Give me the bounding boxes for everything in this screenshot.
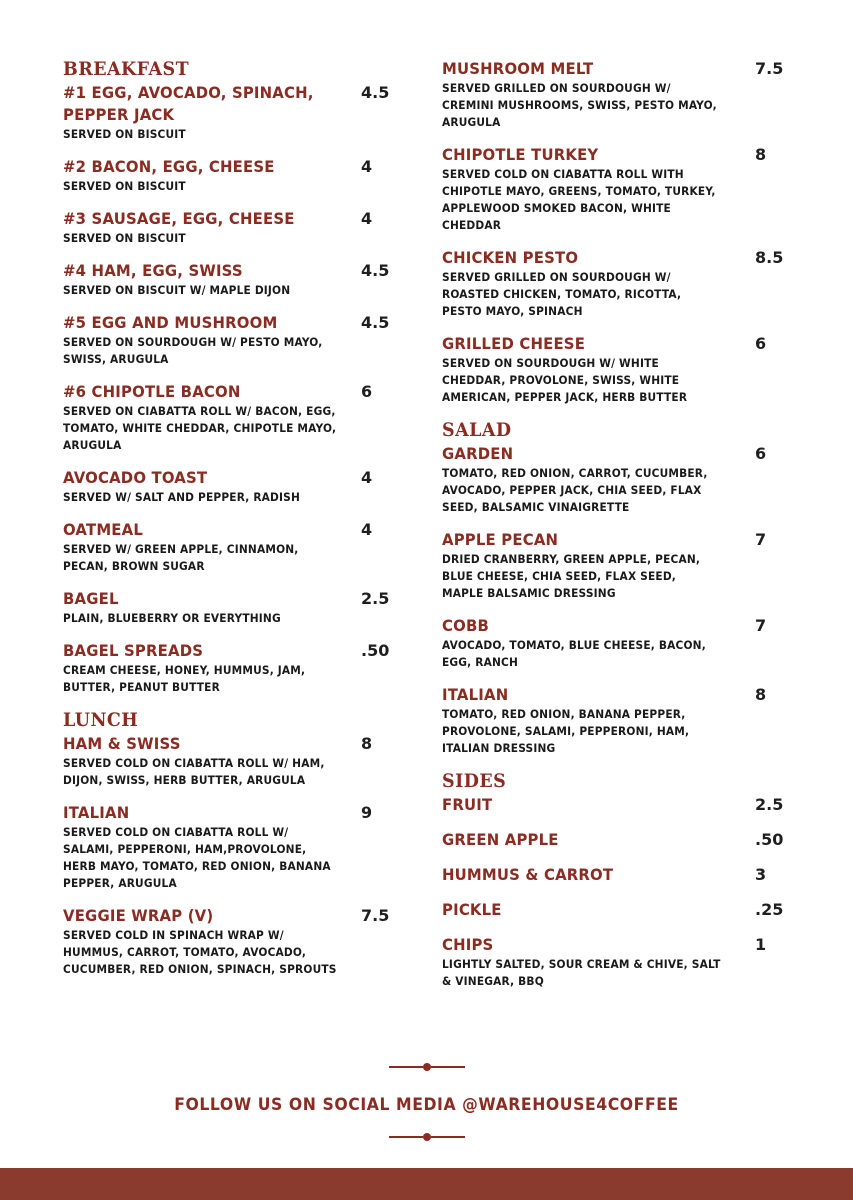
item-price: 7.5 <box>361 906 390 925</box>
item-description: SERVED COLD ON CIABATTA ROLL W/ HAM, DIJON, SWISS, HERB BUTTER, ARUGULA <box>63 756 325 787</box>
menu-item <box>63 640 413 696</box>
menu-item <box>442 333 790 406</box>
right-column <box>442 58 790 1003</box>
menu-item <box>442 529 790 602</box>
item-name: VEGGIE WRAP (V) <box>63 906 214 925</box>
item-description: SERVED COLD ON CIABATTA ROLL W/ SALAMI, PEPPERONI, HAM,PROVOLONE, HERB MAYO, TOMATO, RED ONION, BANANA PEPPER, ARUGULA <box>63 825 331 890</box>
salad-section <box>442 419 790 757</box>
item-price: 8 <box>755 685 767 704</box>
item-name: CHICKEN PESTO <box>442 248 579 267</box>
item-description: SERVED ON BISCUIT <box>63 179 186 193</box>
menu-item <box>442 864 790 886</box>
item-price: 1 <box>755 935 767 954</box>
breakfast-heading: BREAKFAST <box>63 58 190 80</box>
item-price: 8 <box>755 145 767 164</box>
item-price: .25 <box>755 900 784 919</box>
menu-item <box>442 684 790 757</box>
item-price: 7.5 <box>755 59 784 78</box>
item-description: AVOCADO, TOMATO, BLUE CHEESE, BACON, EGG, RANCH <box>442 638 706 669</box>
item-name: GARDEN <box>442 444 514 463</box>
item-price: 4 <box>361 209 373 228</box>
item-price: 3 <box>755 865 767 884</box>
item-price: 9 <box>361 803 373 822</box>
item-name: #6 CHIPOTLE BACON <box>63 382 241 401</box>
item-description: SERVED ON BISCUIT <box>63 127 186 141</box>
divider-ornament-icon <box>389 1131 465 1143</box>
item-name: APPLE PECAN <box>442 530 559 549</box>
item-price: 8.5 <box>755 248 784 267</box>
menu-item <box>63 467 413 506</box>
item-price: 6 <box>755 444 767 463</box>
item-description: SERVED W/ GREEN APPLE, CINNAMON, PECAN, BROWN SUGAR <box>63 542 299 573</box>
item-description: SERVED GRILLED ON SOURDOUGH W/ CREMINI MUSHROOMS, SWISS, PESTO MAYO, ARUGULA <box>442 81 717 129</box>
item-price: 2.5 <box>361 589 390 608</box>
item-description: SERVED ON BISCUIT <box>63 231 186 245</box>
menu-item <box>442 899 790 921</box>
item-name: BAGEL <box>63 589 119 608</box>
item-description: DRIED CRANBERRY, GREEN APPLE, PECAN, BLUE CHEESE, CHIA SEED, FLAX SEED, MAPLE BALSAMIC DRESSING <box>442 552 701 600</box>
sides-heading: SIDES <box>442 770 507 792</box>
item-name: #3 SAUSAGE, EGG, CHEESE <box>63 209 295 228</box>
footer <box>0 1058 853 1147</box>
item-name: #2 BACON, EGG, CHEESE <box>63 157 275 176</box>
item-description: SERVED COLD ON CIABATTA ROLL WITH CHIPOTLE MAYO, GREENS, TOMATO, TURKEY, APPLEWOOD SMOKED BACON, WHITE CHEDDAR <box>442 167 716 232</box>
social-media-link[interactable]: FOLLOW US ON SOCIAL MEDIA @WAREHOUSE4COFFEE <box>174 1095 679 1114</box>
menu-item <box>63 905 413 978</box>
item-description: SERVED COLD IN SPINACH WRAP W/ HUMMUS, CARROT, TOMATO, AVOCADO, CUCUMBER, RED ONION, SPINACH, SPROUTS <box>63 928 337 976</box>
menu-item <box>63 381 413 454</box>
item-price: 2.5 <box>755 795 784 814</box>
item-name: BAGEL SPREADS <box>63 641 204 660</box>
item-price: 4 <box>361 520 373 539</box>
item-name: CHIPS <box>442 935 494 954</box>
item-price: 4.5 <box>361 83 390 102</box>
menu-item <box>442 247 790 320</box>
item-name: #5 EGG AND MUSHROOM <box>63 313 278 332</box>
left-column <box>63 58 413 991</box>
menu-item <box>442 829 790 851</box>
salad-heading: SALAD <box>442 419 512 441</box>
item-name: GREEN APPLE <box>442 830 559 849</box>
item-description: TOMATO, RED ONION, CARROT, CUCUMBER, AVOCADO, PEPPER JACK, CHIA SEED, FLAX SEED, BALSAMIC VINAIGRETTE <box>442 466 708 514</box>
menu-item <box>63 588 413 627</box>
menu-item <box>63 802 413 892</box>
item-price: .50 <box>361 641 390 660</box>
lunch-section <box>63 709 413 978</box>
menu-item <box>442 443 790 516</box>
menu-item <box>63 260 413 299</box>
item-name: ITALIAN <box>63 803 130 822</box>
lunch-heading: LUNCH <box>63 709 139 731</box>
item-description: TOMATO, RED ONION, BANANA PEPPER, PROVOLONE, SALAMI, PEPPERONI, HAM, ITALIAN DRESSING <box>442 707 690 755</box>
menu-item <box>63 312 413 368</box>
menu-item <box>442 934 790 990</box>
item-price: 4.5 <box>361 261 390 280</box>
menu-item <box>63 733 413 789</box>
item-name: OATMEAL <box>63 520 144 539</box>
menu-item <box>442 615 790 671</box>
item-price: 8 <box>361 734 373 753</box>
item-description: SERVED ON BISCUIT W/ MAPLE DIJON <box>63 283 291 297</box>
item-price: .50 <box>755 830 784 849</box>
item-name: COBB <box>442 616 490 635</box>
item-price: 4 <box>361 157 373 176</box>
breakfast-section <box>63 58 413 696</box>
item-name: ITALIAN <box>442 685 509 704</box>
item-name: MUSHROOM MELT <box>442 59 594 78</box>
item-description: PLAIN, BLUEBERRY OR EVERYTHING <box>63 611 281 625</box>
item-price: 6 <box>361 382 373 401</box>
lunch-continued-section <box>442 58 790 406</box>
item-name: PICKLE <box>442 900 502 919</box>
item-name: HAM & SWISS <box>63 734 181 753</box>
item-name: FRUIT <box>442 795 493 814</box>
item-name: #1 EGG, AVOCADO, SPINACH, PEPPER JACK <box>63 83 314 124</box>
menu-item <box>442 794 790 816</box>
menu-item <box>63 156 413 195</box>
menu-item <box>63 82 413 143</box>
menu-item <box>442 58 790 131</box>
divider-ornament-icon <box>389 1061 465 1073</box>
item-name: #4 HAM, EGG, SWISS <box>63 261 243 280</box>
item-price: 7 <box>755 616 767 635</box>
item-price: 7 <box>755 530 767 549</box>
item-name: HUMMUS & CARROT <box>442 865 614 884</box>
item-description: SERVED GRILLED ON SOURDOUGH W/ ROASTED CHICKEN, TOMATO, RICOTTA, PESTO MAYO, SPINACH <box>442 270 682 318</box>
item-description: LIGHTLY SALTED, SOUR CREAM & CHIVE, SALT & VINEGAR, BBQ <box>442 957 721 988</box>
item-price: 6 <box>755 334 767 353</box>
item-description: SERVED ON SOURDOUGH W/ PESTO MAYO, SWISS, ARUGULA <box>63 335 323 366</box>
item-name: GRILLED CHEESE <box>442 334 586 353</box>
item-description: CREAM CHEESE, HONEY, HUMMUS, JAM, BUTTER, PEANUT BUTTER <box>63 663 306 694</box>
bottom-bar <box>0 1168 853 1200</box>
menu-item <box>63 208 413 247</box>
menu-item <box>63 519 413 575</box>
item-description: SERVED ON SOURDOUGH W/ WHITE CHEDDAR, PROVOLONE, SWISS, WHITE AMERICAN, PEPPER JACK, HERB BUTTER <box>442 356 688 404</box>
item-price: 4.5 <box>361 313 390 332</box>
sides-section <box>442 770 790 990</box>
item-price: 4 <box>361 468 373 487</box>
item-name: CHIPOTLE TURKEY <box>442 145 599 164</box>
item-name: AVOCADO TOAST <box>63 468 208 487</box>
item-description: SERVED ON CIABATTA ROLL W/ BACON, EGG, TOMATO, WHITE CHEDDAR, CHIPOTLE MAYO, ARUGULA <box>63 404 337 452</box>
item-description: SERVED W/ SALT AND PEPPER, RADISH <box>63 490 301 504</box>
menu-item <box>442 144 790 234</box>
